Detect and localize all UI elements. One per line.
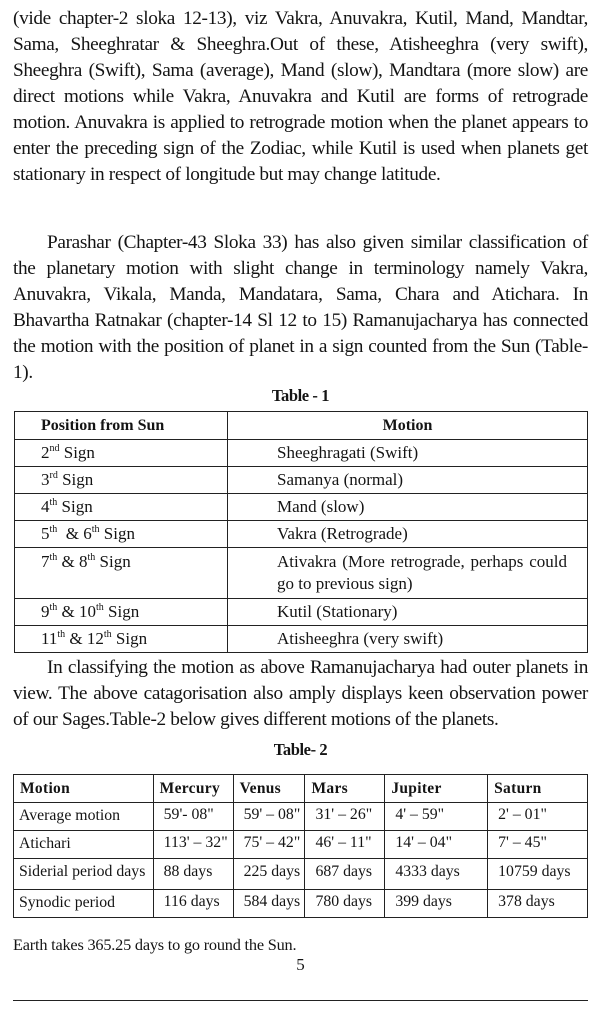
value-cell: 88 days [153,859,233,890]
table-row [14,890,588,918]
position-cell [15,521,228,548]
table-row [15,440,588,467]
position-text-part: Sign [57,470,94,489]
table-row [14,803,588,831]
position-text-part: th [49,552,58,563]
position-cell [15,440,228,467]
table-row [15,599,588,626]
value-cell: 10759 days [488,859,588,890]
table-row [15,548,588,599]
motion-cell: Vakra (Retrograde) [228,521,588,548]
position-text-part: 7 [41,552,50,571]
position-text-part: th [103,629,112,640]
value-cell: 687 days [305,859,385,890]
position-text-part: rd [49,470,58,481]
position-text-part: th [57,629,66,640]
row-label-cell: Synodic period [14,890,154,918]
page-number: 5 [296,955,305,974]
table-row [15,521,588,548]
column-header-jupiter: Jupiter [385,775,488,803]
value-cell: 378 days [488,890,588,918]
motion-cell: Samanya (normal) [228,467,588,494]
column-header-venus: Venus [233,775,305,803]
motion-cell: Mand (slow) [228,494,588,521]
motion-cell: Sheeghragati (Swift) [228,440,588,467]
table-1-sun-position-motion [14,411,588,653]
footnote-earth-period: Earth takes 365.25 days to go round the Sun. [13,935,297,954]
position-text-part: nd [49,443,60,454]
value-cell: 584 days [233,890,305,918]
paragraph-2: Parashar (Chapter-43 Sloka 33) has also given similar classification of the planetary motion with slight change in terminology namely Vakra, Anuvakra, Vikala, Manda, Mandatara, Sama, Chara and Atichara. In Bhavartha Ratnakar (chapter-14 Sl 12 to 15) Ramanujacharya has connected the motion with the position of planet in a sign counted from the Sun (Table-1). [13,232,588,383]
table-1-caption: Table - 1 [271,386,330,405]
table-header-row [14,775,588,803]
paragraph-1: (vide chapter-2 sloka 12-13), viz Vakra, Anuvakra, Kutil, Mand, Mandtar, Sama, Sheeghratar & Sheeghra.Out of these, Atisheeghra (very swift), Sheeghra (Swift), Sama (average), Mand (slow), Mandtara (more slow) are direct motions while Vakra, Anuvakra and Kutil are forms of retrograde motion. Anuvakra is applied to retrograde motion when the planet appears to enter the preceding sign of the Zodiac, while Kutil is used when planets get stationary in respect of longitude but may change latitude. [13,8,588,185]
value-cell: 14' – 04" [385,831,488,859]
position-text-part: Sign [103,602,140,621]
position-cell [15,467,228,494]
position-cell [15,548,228,599]
motion-cell: Kutil (Stationary) [228,599,588,626]
value-cell: 59' – 08" [233,803,305,831]
position-text-part: th [96,602,104,613]
column-header-position: Position from Sun [15,412,228,440]
position-text-part: 5 [41,524,50,543]
table-row [14,831,588,859]
position-text-part: th [49,602,58,613]
position-text-part: 3 [41,470,50,489]
row-label-cell: Average motion [14,803,154,831]
row-label-cell: Atichari [14,831,154,859]
table-header-row [15,412,588,440]
value-cell: 2' – 01" [488,803,588,831]
footer-rule [13,1000,588,1001]
position-text-part: th [87,552,96,563]
motion-cell: Ativakra (More retrograde, perhaps could go to previous sign) [228,548,588,599]
position-text-part: Sign [57,497,93,516]
value-cell: 7' – 45" [488,831,588,859]
value-cell: 113' – 32" [153,831,233,859]
position-text-part: Sign [59,443,95,462]
position-cell [15,626,228,653]
position-text-part: 11 [41,629,58,648]
value-cell: 31' – 26" [305,803,385,831]
value-cell: 4' – 59" [385,803,488,831]
position-text-part: Sign [99,524,135,543]
column-header-motion: Motion [228,412,588,440]
table-row [14,859,588,890]
column-header-saturn: Saturn [488,775,588,803]
position-text-part: Sign [111,629,148,648]
table-2-caption: Table- 2 [273,740,328,759]
position-text-part: & 12 [65,629,104,648]
value-cell: 4333 days [385,859,488,890]
column-header-motion: Motion [14,775,154,803]
position-text-part: & 8 [57,552,88,571]
row-label-cell: Siderial period days [14,859,154,890]
position-text-part: & 6 [57,524,92,543]
motion-cell: Atisheeghra (very swift) [228,626,588,653]
position-text-part: 9 [41,602,50,621]
value-cell: 225 days [233,859,305,890]
value-cell: 59'- 08" [153,803,233,831]
paragraph-3: In classifying the motion as above Ramanujacharya had outer planets in view. The above catagorisation also amply displays keen observation power of our Sages.Table-2 below gives different motions of the planets. [13,657,588,730]
position-text-part: 4 [41,497,50,516]
value-cell: 46' – 11" [305,831,385,859]
position-text-part: th [49,497,58,508]
column-header-mars: Mars [305,775,385,803]
position-text-part: th [91,524,100,535]
position-text-part: & 10 [57,602,97,621]
table-row [15,626,588,653]
position-cell [15,599,228,626]
position-text-part: Sign [95,552,131,571]
value-cell: 780 days [305,890,385,918]
position-cell [15,494,228,521]
position-text-part: th [49,524,58,535]
value-cell: 75' – 42" [233,831,305,859]
table-2-planet-motions [13,774,588,918]
table-row [15,494,588,521]
position-text-part: 2 [41,443,50,462]
value-cell: 116 days [153,890,233,918]
column-header-mercury: Mercury [153,775,233,803]
table-row [15,467,588,494]
value-cell: 399 days [385,890,488,918]
